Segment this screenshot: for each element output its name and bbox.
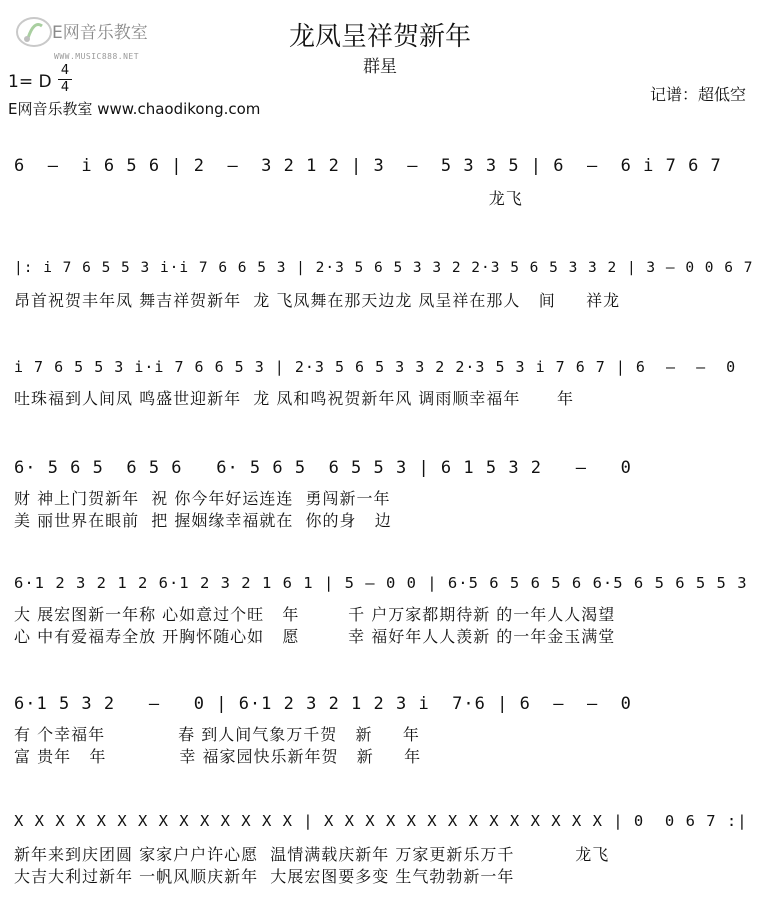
notation-line: 6·1 5 3 2 – 0 | 6·1 2 3 2 1 2 3 i 7·6 | 6 – – 0: [14, 694, 632, 714]
singer: 群星: [363, 57, 397, 77]
lyric-line: 富 贵年 年 幸 福家园快乐新年贺 新 年: [14, 747, 422, 766]
time-signature-bottom: 4: [60, 80, 70, 95]
lyric-line: 大吉大利过新年 一帆风顺庆新年 大展宏图要多变 生气勃勃新一年: [14, 867, 515, 886]
lyric-line: 昂首祝贺丰年凤 舞吉祥贺新年 龙 飞凤舞在那天边龙 凤呈祥在那人 间 祥龙: [14, 291, 621, 310]
watermark-url: WWW.MUSIC888.NET: [54, 52, 140, 61]
lyric-line: 财 神上门贺新年 祝 你今年好运连连 勇闯新一年: [14, 489, 391, 508]
lyric-line: 美 丽世界在眼前 把 握姻缘幸福就在 你的身 边: [14, 511, 392, 530]
score-row: [0, 150, 760, 208]
score-row: [0, 254, 760, 310]
notation-line: 6 – i 6 5 6 | 2 – 3 2 1 2 | 3 – 5 3 3 5 | 6 – 6 i 7 6 7: [14, 156, 722, 176]
lyric-line: 新年来到庆团圆 家家户户许心愿 温情满载庆新年 万家更新乐万千 龙飞: [14, 845, 610, 864]
lyric-line: 吐珠福到人间凤 鸣盛世迎新年 龙 凤和鸣祝贺新年风 调雨顺幸福年 年: [14, 389, 574, 408]
time-signature-top: 4: [60, 63, 70, 78]
score-row: [0, 452, 760, 530]
notation-line: |: i 7 6 5 5 3 i·i 7 6 6 5 3 | 2·3 5 6 5 3 3 2 2·3 5 6 5 3 3 2 | 3 – 0 0 6 7: [14, 260, 754, 276]
lyric-line: 心 中有爱福寿全放 开胸怀随心如 愿 幸 福好年人人羡新 的一年金玉满堂: [14, 627, 616, 646]
lyric-line: 有 个幸福年 春 到人间气象万千贺 新 年: [14, 725, 420, 744]
transcriber: 记谱：超低空: [649, 85, 746, 104]
score-row: [0, 688, 760, 766]
score-row: [0, 568, 760, 646]
song-title: 龙凤呈祥贺新年: [288, 22, 471, 52]
notation-line: i 7 6 5 5 3 i·i 7 6 6 5 3 | 2·3 5 6 5 3 3 2 2·3 5 3 i 7 6 7 | 6 – – 0: [14, 358, 737, 376]
key-signature: 1= D: [8, 72, 52, 92]
source-text: E网音乐教室 www.chaodikong.com: [8, 100, 261, 118]
score-row: [0, 806, 760, 886]
score-row: [0, 352, 760, 408]
notation-line: 6·1 2 3 2 1 2 6·1 2 3 2 1 6 1 | 5 – 0 0 | 6·5 6 5 6 5 6 6·5 6 5 6 5 5 3: [14, 574, 748, 592]
notation-line: X X X X X X X X X X X X X X | X X X X X X X X X X X X X X | 0 0 6 7 :|: [14, 812, 748, 830]
time-signature: [58, 64, 72, 95]
lyric-line: 大 展宏图新一年称 心如意过个旺 年 千 户万家都期待新 的一年人人渴望: [14, 605, 616, 624]
watermark-name: E网音乐教室: [52, 23, 148, 43]
lyric-line: 龙飞: [14, 189, 523, 208]
notation-line: 6· 5 6 5 6 5 6 6· 5 6 5 6 5 5 3 | 6 1 5 3 2 – 0: [14, 458, 632, 478]
